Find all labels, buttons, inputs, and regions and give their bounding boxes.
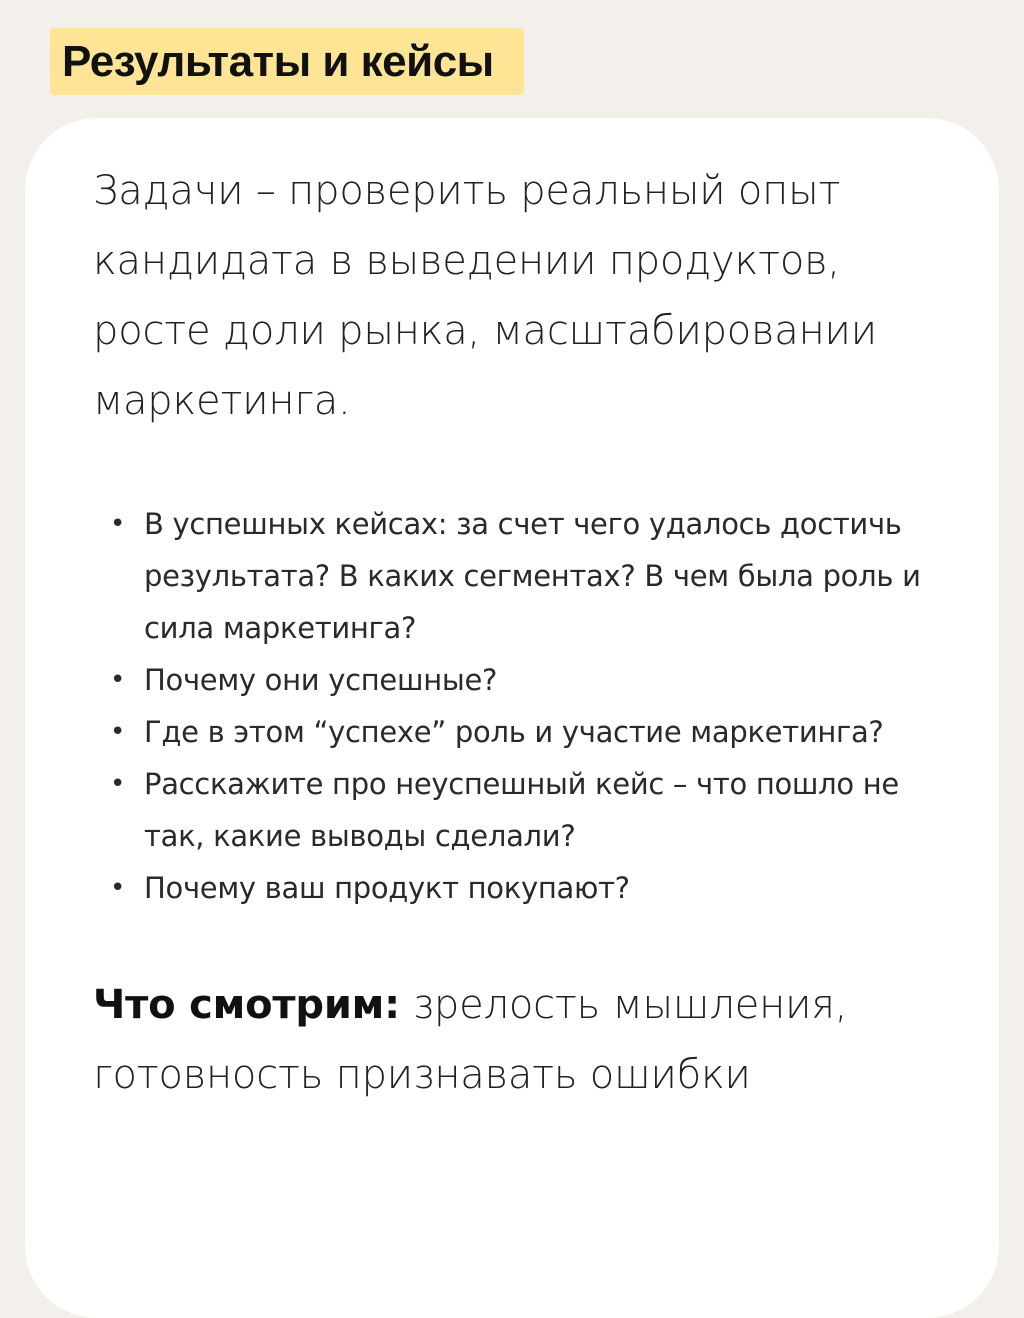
- bullet-icon: •: [110, 665, 126, 695]
- conclusion-label: Что смотрим:: [93, 982, 400, 1028]
- questions-list: [100, 498, 950, 914]
- title-badge: [50, 28, 524, 95]
- bullet-icon: •: [110, 873, 126, 903]
- list-item: [100, 498, 950, 654]
- conclusion: [93, 970, 953, 1110]
- question-text: В успешных кейсах: за счет чего удалось достичь результата? В каких сегментах? В чем была роль и сила маркетинга?: [144, 507, 921, 645]
- list-item: [100, 862, 950, 914]
- bullet-icon: •: [110, 509, 126, 539]
- question-text: Почему ваш продукт покупают?: [144, 871, 630, 905]
- page-title: Результаты и кейсы: [62, 36, 494, 86]
- question-text: Расскажите про неуспешный кейс – что пошло не так, какие выводы сделали?: [144, 767, 899, 853]
- question-text: Почему они успешные?: [144, 663, 498, 697]
- bullet-icon: •: [110, 769, 126, 799]
- question-text: Где в этом “успехе” роль и участие маркетинга?: [144, 715, 884, 749]
- list-item: [100, 706, 950, 758]
- bullet-icon: •: [110, 717, 126, 747]
- conclusion-text: зрелость мышления, готовность признавать ошибки: [93, 982, 848, 1098]
- intro-text: Задачи – проверить реальный опыт кандидата в выведении продуктов, росте доли рынка, масштабировании маркетинга.: [93, 168, 877, 424]
- list-item: [100, 758, 950, 862]
- list-item: [100, 654, 950, 706]
